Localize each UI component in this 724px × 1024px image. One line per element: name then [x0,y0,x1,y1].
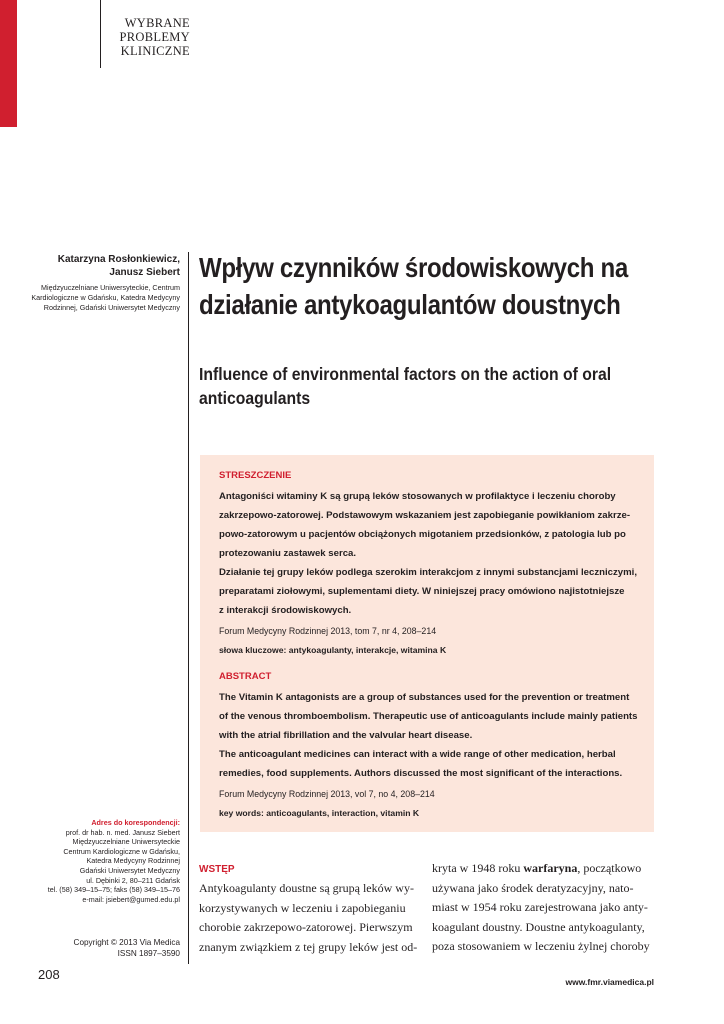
body-line [432,859,656,879]
body-line: chorobie zakrzepowo-zatorowej. Pierwszym [199,920,413,934]
abstract-line: with the atrial fibrillation and the valvular heart disease. [219,730,473,741]
section-label-line: WYBRANE [124,16,190,30]
abstract-line: remedies, food supplements. Authors discussed the most significant of the interactions. [219,768,623,779]
abstract-line: of the venous thromboembolism. Therapeutic use of anticoagulants include mainly patients [219,711,638,722]
body-text: , początkowo [577,861,642,875]
article-title-pl: Wpływ czynników środowiskowych na działanie antykoagulantów doustnych [199,252,628,320]
red-corner-bar [0,0,17,127]
correspondence-label: Adres do korespondencji: [91,818,180,827]
copyright [20,938,180,959]
body-line: Antykoagulanty doustne są grupą leków wy- [199,881,414,895]
body-line: używana jako środek deratyzacyjny, nato- [432,880,634,895]
correspondence-line: Międzyuczelniane Uniwersyteckie [72,837,180,847]
correspondence-address [20,818,180,904]
section-label [110,16,190,58]
body-line: poza stosowaniem w leczeniu żylnej choroby [432,939,650,953]
body-line: miast w 1954 roku zarejestrowana jako anty- [432,900,648,914]
abstract-line: The Vitamin K antagonists are a group of substances used for the prevention or treatment [219,692,630,703]
keywords-en: key words: anticoagulants, interaction, vitamin K [219,808,420,818]
correspondence-line: Katedra Medycyny Rodzinnej [86,856,180,866]
abstract-pl-heading: STRESZCZENIE [219,470,292,481]
abstract-en-heading: ABSTRACT [219,671,272,682]
correspondence-line: prof. dr hab. n. med. Janusz Siebert [65,827,180,837]
correspondence-line: Centrum Kardiologiczne w Gdańsku, [63,846,180,856]
article-title-en: Influence of environmental factors on the action of oral anticoagulants [199,364,612,408]
section-label-line: PROBLEMY [119,30,190,44]
body-line: korzystywanych w leczeniu i zapobieganiu [199,900,406,915]
correspondence-email: e-mail: jsiebert@gumed.edu.pl [82,894,180,904]
author-line: Katarzyna Rosłonkiewicz, [57,254,180,265]
abstract-box [200,455,654,832]
journal-website: www.fmr.viamedica.pl [565,977,654,987]
abstract-line: The anticoagulant medicines can interact with a wide range of other medication, herbal [219,749,616,760]
author-line: Janusz Siebert [109,267,180,278]
abstract-line: powo-zatorowym u pacjentów obciążonych migotaniem przedsionków, z patologia lub po [219,529,626,540]
citation-en: Forum Medycyny Rodzinnej 2013, vol 7, no 4, 208–214 [219,789,435,799]
abstract-line: preparatami ziołowymi, suplementami diety. W niniejszej pracy omówiono najistotniejsze [219,586,625,597]
abstract-pl-paragraph-1 [219,487,639,563]
body-column-2 [432,859,656,957]
body-column-1 [199,879,421,957]
abstract-line: Działanie tej grupy leków podlega szerokim interakcjom z innymi substancjami leczniczymi, [219,567,637,578]
affiliation: Międzyuczelniane Uniwersyteckie, Centrum Kardiologiczne w Gdańsku, Katedra Medycyny Rodzinnej, Gdański Uniwersytet Medyczny [31,283,180,312]
abstract-en-paragraph-1 [219,688,639,745]
vertical-divider [188,252,189,964]
correspondence-line: ul. Dębinki 2, 80–211 Gdańsk [86,875,180,885]
correspondence-line: Gdański Uniwersytet Medyczny [79,865,180,875]
section-label-line: KLINICZNE [120,44,190,58]
abstract-line: Antagoniści witaminy K są grupą leków stosowanych w profilaktyce i leczeniu choroby [219,491,616,502]
body-line: koagulant doustny. Doustne antykoagulanty, [432,919,645,934]
keywords-pl: słowa kluczowe: antykoagulanty, interakcje, witamina K [219,645,447,655]
abstract-en-paragraph-2 [219,745,639,783]
drug-name-warfarin: warfaryna [523,861,578,875]
abstract-line: protezowaniu zastawek serca. [219,548,357,559]
copyright-line: Copyright © 2013 Via Medica [73,938,180,947]
top-vertical-rule [100,0,101,68]
correspondence-line: tel. (58) 349–15–75; faks (58) 349–15–76 [47,885,180,895]
authors [20,253,180,279]
body-line: znanym związkiem z tej grupy leków jest od- [199,939,418,954]
page-number: 208 [38,967,60,982]
abstract-pl-paragraph-2 [219,563,639,620]
issn-line: ISSN 1897–3590 [117,948,180,958]
citation-pl: Forum Medycyny Rodzinnej 2013, tom 7, nr 4, 208–214 [219,626,437,636]
abstract-line: z interakcji środowiskowych. [219,605,352,616]
intro-heading: WSTĘP [199,864,235,875]
abstract-line: zakrzepowo-zatorowej. Podstawowym wskazaniem jest zapobieganie powikłaniom zakrze- [219,510,631,521]
body-text: kryta w 1948 roku [432,861,524,875]
